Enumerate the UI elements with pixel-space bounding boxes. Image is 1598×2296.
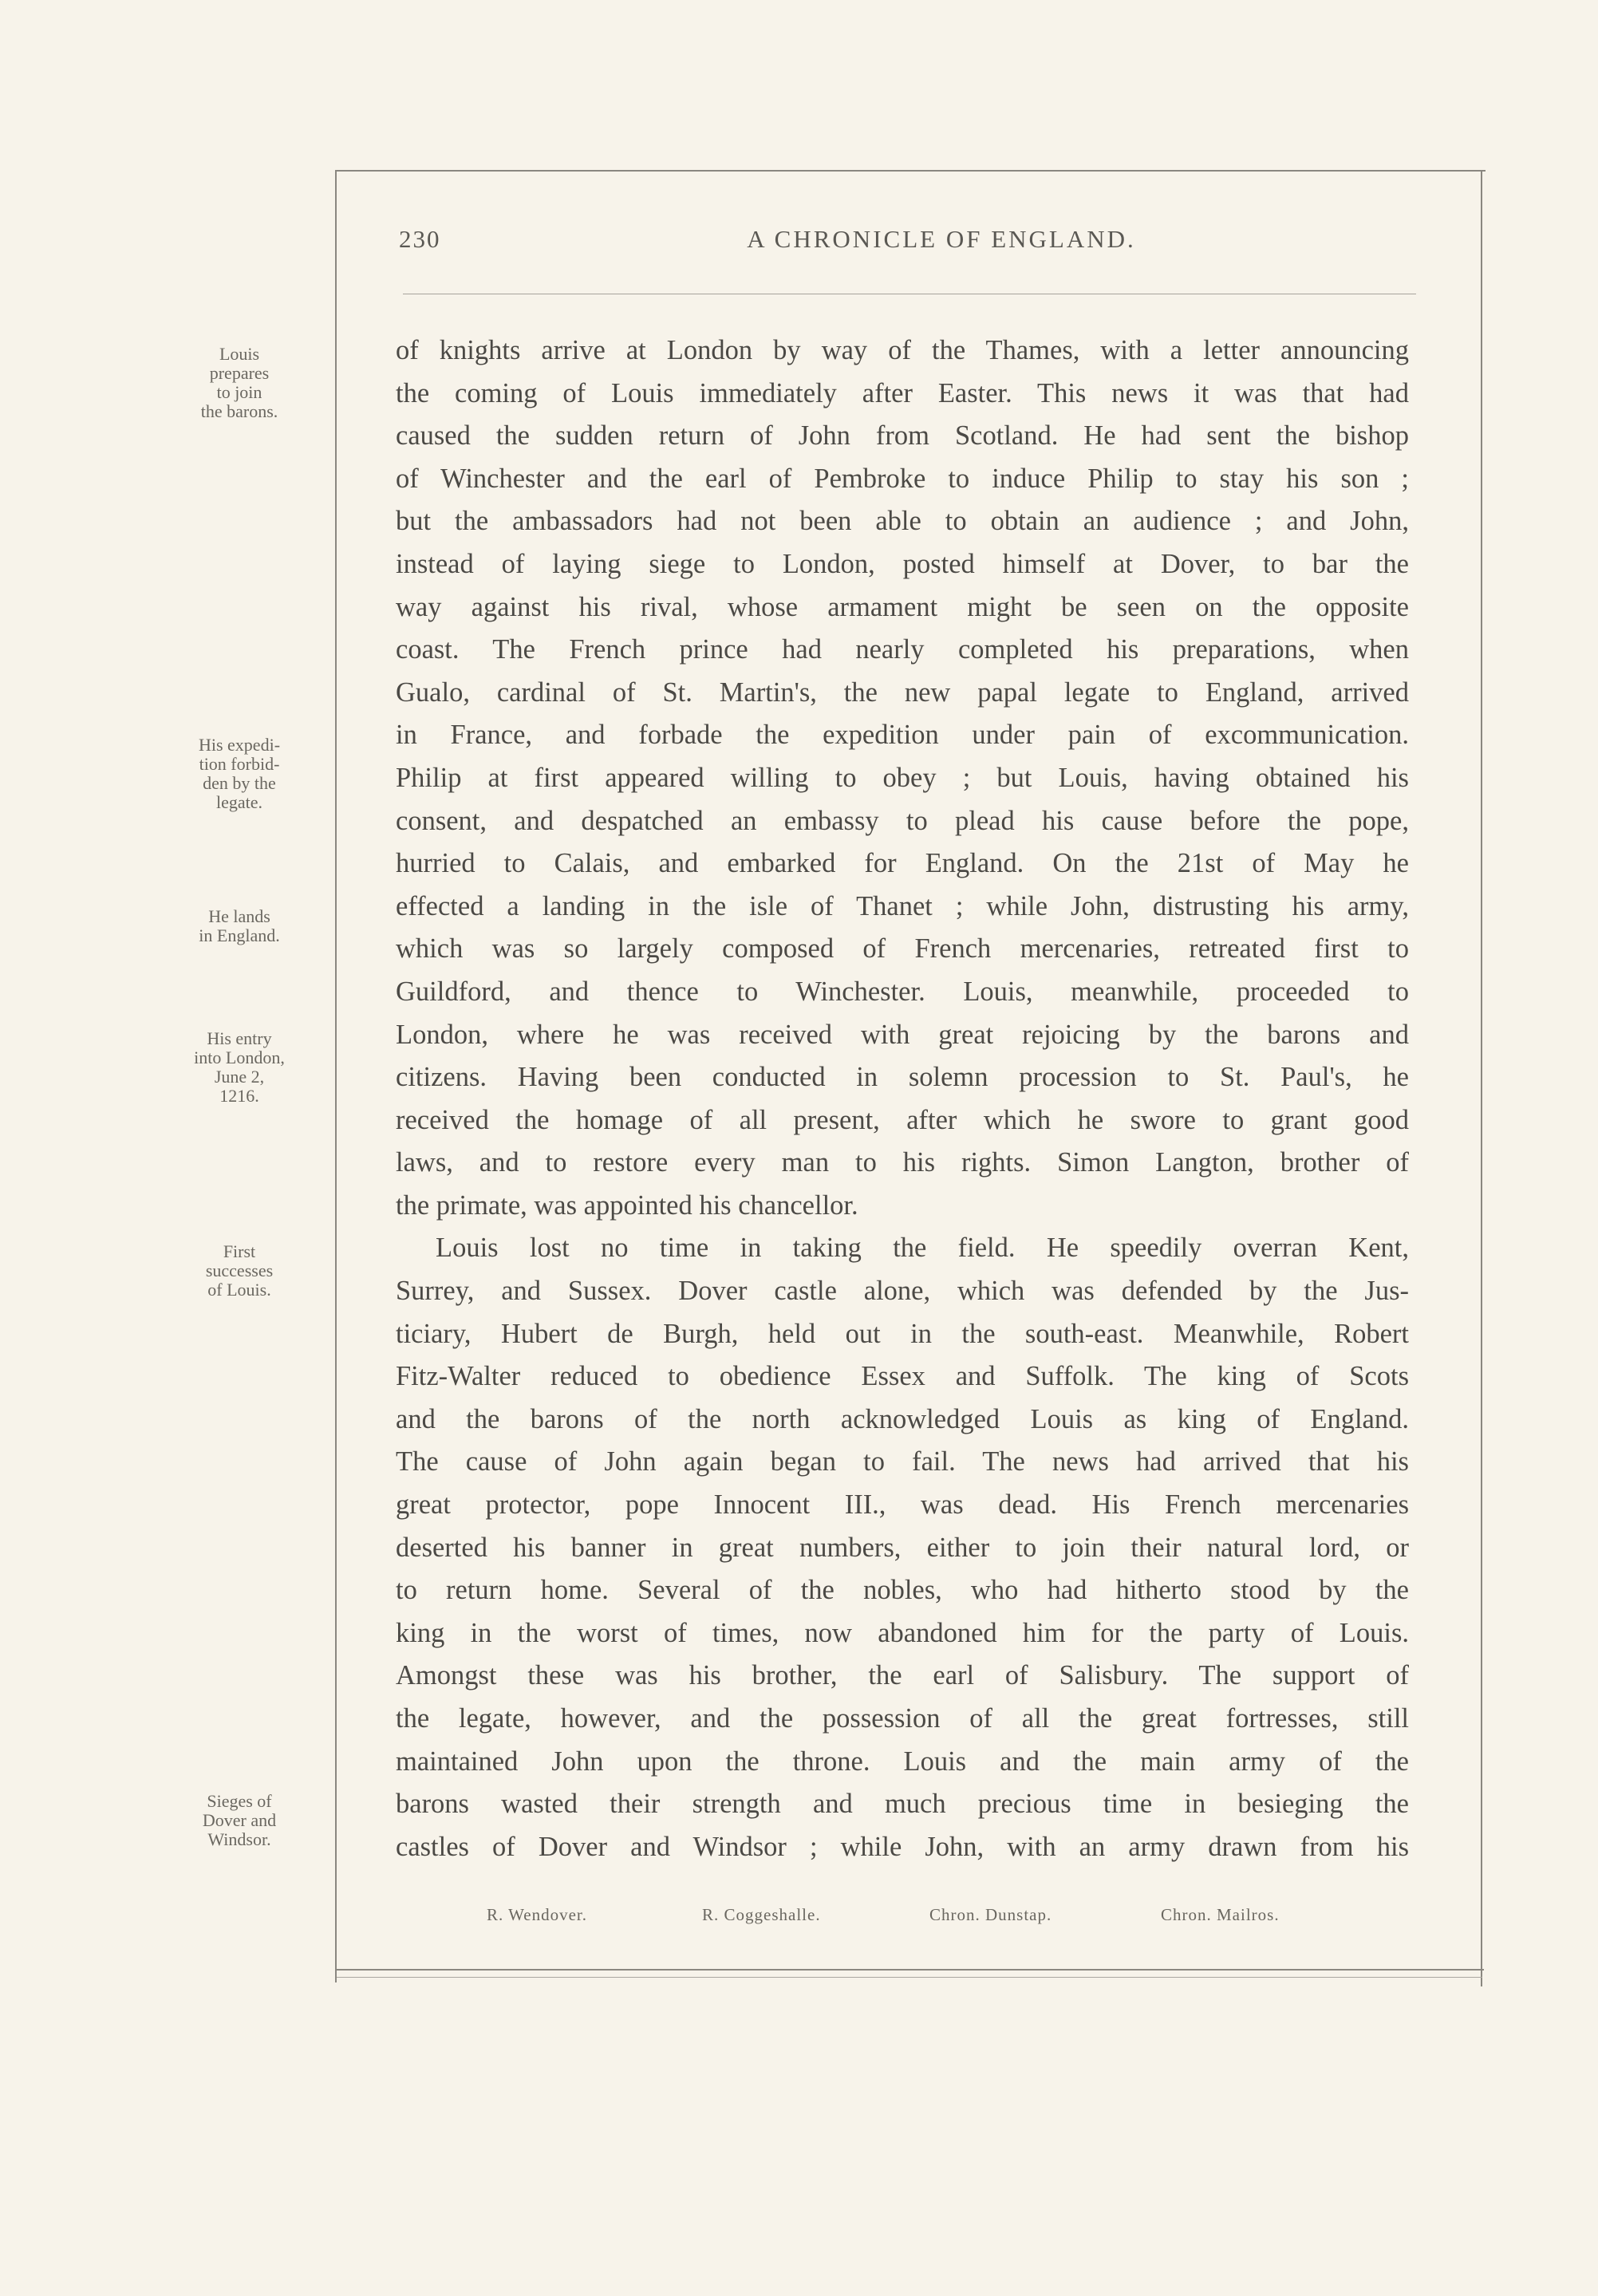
sidenote-louis-prepares — [164, 345, 315, 421]
body-line: deserted his banner in great numbers, either to join their natural lord, or — [396, 1532, 1409, 1563]
body-line: Philip at first appeared willing to obey ; but Louis, having obtained his — [396, 762, 1409, 793]
body-line: Surrey, and Sussex. Dover castle alone, which was defended by the Jus- — [396, 1276, 1409, 1307]
sidenote-first-successes — [164, 1242, 315, 1300]
page-frame-top-rule — [335, 170, 1486, 172]
page-frame-bottom-rule-secondary — [337, 1977, 1482, 1978]
body-line: Gualo, cardinal of St. Martin's, the new papal legate to England, arrived — [396, 677, 1409, 708]
sidenote-line: Sieges of — [207, 1791, 272, 1811]
body-line: king in the worst of times, now abandoned him for the party of Louis. — [396, 1617, 1409, 1648]
footer-ref: Chron. Mailros. — [1161, 1905, 1280, 1924]
sidenote-line: Dover and — [202, 1810, 277, 1830]
body-text — [396, 329, 1409, 1868]
running-head: A CHRONICLE OF ENGLAND. — [747, 225, 1136, 253]
sidenote-line: successes — [205, 1260, 274, 1280]
body-line: London, where he was received with great rejoicing by the barons and — [396, 1019, 1409, 1050]
sidenote-line: He lands — [208, 906, 270, 926]
body-line: to return home. Several of the nobles, who had hitherto stood by the — [396, 1575, 1409, 1606]
sidenote-entry-into-london — [164, 1029, 315, 1106]
sidenote-line: to join — [216, 382, 262, 402]
footer-ref: R. Coggeshalle. — [702, 1905, 821, 1924]
sidenote-line: in England. — [199, 925, 280, 945]
body-line: castles of Dover and Windsor ; while John, with an army drawn from his — [396, 1831, 1409, 1862]
sidenote-line: His entry — [207, 1028, 272, 1048]
body-line: which was so largely composed of French mercenaries, retreated first to — [396, 933, 1409, 965]
body-line: great protector, pope Innocent III., was dead. His French mercenaries — [396, 1489, 1409, 1521]
body-line: but the ambassadors had not been able to obtain an audience ; and John, — [396, 506, 1409, 537]
body-line: in France, and forbade the expedition under pain of excommunication. — [396, 720, 1409, 751]
sidenote-expedition-forbidden — [164, 736, 315, 812]
sidenote-line: tion forbid- — [199, 754, 280, 774]
footer-ref: Chron. Dunstap. — [929, 1905, 1052, 1924]
body-line: Fitz-Walter reduced to obedience Essex and Suffolk. The king of Scots — [396, 1361, 1409, 1392]
sidenote-line: 1216. — [219, 1086, 259, 1106]
sidenote-line: into London, — [194, 1047, 285, 1067]
page-header — [399, 225, 1412, 273]
body-line: ticiary, Hubert de Burgh, held out in the south-east. Meanwhile, Robert — [396, 1318, 1409, 1349]
body-line: the coming of Louis immediately after Easter. This news it was that had — [396, 377, 1409, 408]
body-line: the legate, however, and the possession of all the great fortresses, still — [396, 1703, 1409, 1734]
body-line: coast. The French prince had nearly completed his preparations, when — [396, 634, 1409, 665]
page-frame-left-rule — [335, 170, 337, 1982]
body-line: laws, and to restore every man to his rights. Simon Langton, brother of — [396, 1147, 1409, 1178]
body-line: effected a landing in the isle of Thanet ; while John, distrusting his army, — [396, 890, 1409, 921]
body-line: received the homage of all present, after which he swore to grant good — [396, 1104, 1409, 1135]
body-line: of Winchester and the earl of Pembroke to induce Philip to stay his son ; — [396, 463, 1409, 494]
body-line: consent, and despatched an embassy to plead his cause before the pope, — [396, 805, 1409, 836]
footer-ref: R. Wendover. — [487, 1905, 587, 1924]
sidenote-line: prepares — [209, 363, 270, 383]
body-line: caused the sudden return of John from Scotland. He had sent the bishop — [396, 420, 1409, 452]
body-line: maintained John upon the throne. Louis and the main army of the — [396, 1746, 1409, 1777]
body-line: Amongst these was his brother, the earl of Salisbury. The support of — [396, 1660, 1409, 1691]
page-number: 230 — [399, 225, 441, 253]
sidenote-line: of Louis. — [207, 1280, 271, 1300]
body-line: citizens. Having been conducted in solemn procession to St. Paul's, he — [396, 1062, 1409, 1093]
body-line: the primate, was appointed his chancellor. — [396, 1189, 858, 1221]
sidenote-line: legate. — [215, 792, 263, 812]
sidenote-line: den by the — [203, 773, 276, 793]
sidenote-line: June 2, — [214, 1067, 265, 1087]
body-line: barons wasted their strength and much precious time in besieging the — [396, 1789, 1409, 1820]
sidenote-lands-in-england — [164, 907, 315, 945]
body-line: and the barons of the north acknowledged Louis as king of England. — [396, 1403, 1409, 1434]
body-line: Guildford, and thence to Winchester. Louis, meanwhile, proceeded to — [396, 976, 1409, 1007]
body-line: hurried to Calais, and embarked for England. On the 21st of May he — [396, 848, 1409, 879]
sidenote-line: Windsor. — [207, 1829, 271, 1849]
body-line: The cause of John again began to fail. The news had arrived that his — [396, 1446, 1409, 1477]
page-frame-right-rule — [1481, 172, 1482, 1986]
body-line: instead of laying siege to London, posted himself at Dover, to bar the — [396, 548, 1409, 579]
sidenote-line: Louis — [219, 344, 260, 364]
sidenote-sieges — [164, 1792, 315, 1849]
sidenote-line: the barons. — [200, 401, 278, 421]
body-line: of knights arrive at London by way of the Thames, with a letter announcing — [396, 335, 1409, 365]
page-frame-bottom-rule — [335, 1969, 1484, 1971]
body-line-paragraph-start: Louis lost no time in taking the field. He speedily overran Kent, — [436, 1233, 1409, 1264]
sidenote-line: His expedi- — [198, 735, 281, 755]
sidenote-line: First — [223, 1241, 256, 1261]
body-line: way against his rival, whose armament might be seen on the opposite — [396, 591, 1409, 622]
